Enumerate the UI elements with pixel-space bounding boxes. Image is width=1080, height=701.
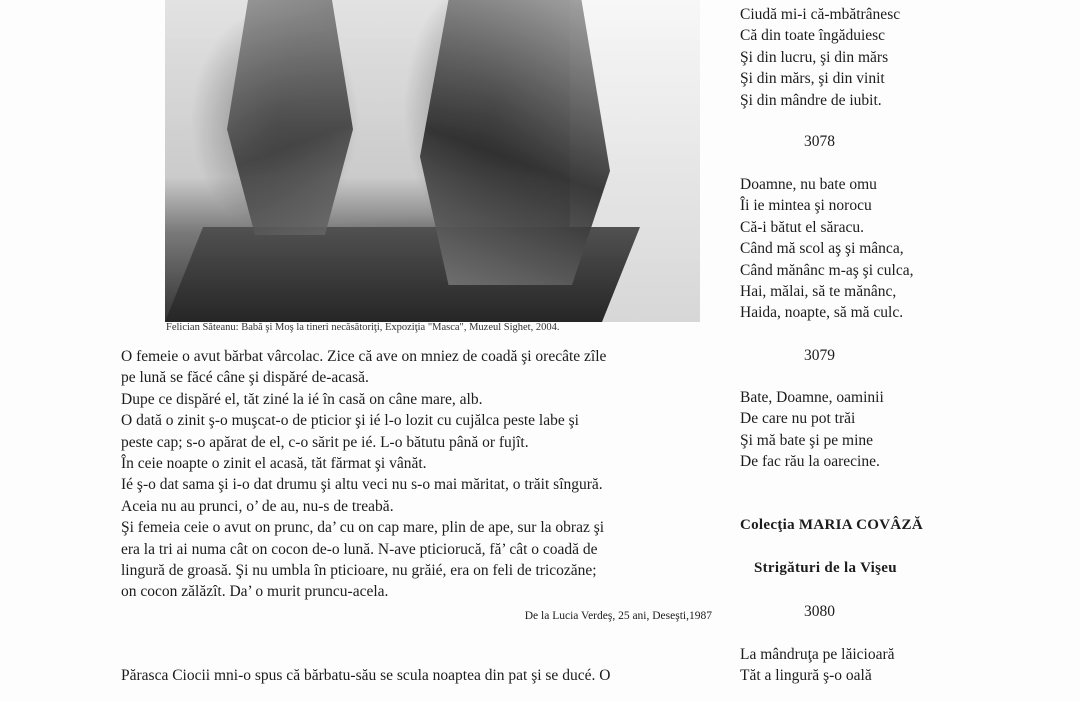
verse-line: De fac rău la oarecine. <box>740 453 880 471</box>
story-line: Aceia nu au prunci, o’ de au, nu-s de treabă. <box>121 497 394 515</box>
story-line: pe lună se făcé câne şi dispăré de-acasă. <box>121 369 369 387</box>
verse-number-3080: 3080 <box>804 603 835 620</box>
story-line: Şi femeia ceie o avut on prunc, da’ cu on cap mare, plin de ape, sur la obraz şi <box>121 519 605 537</box>
verse-line: La mândruţa pe lăicioară <box>740 646 895 663</box>
story-text <box>121 346 721 603</box>
verse-line: Haida, noapte, să mă culc. <box>740 304 904 322</box>
story-line: peste cap; s-o apărat de el, c-o sărit pe ié. L-o bătutu până or fujît. <box>121 433 529 451</box>
verse-3078 <box>740 174 913 324</box>
verse-line: De care nu pot trăi <box>740 410 856 428</box>
verse-line: Că-i bătut el săracu. <box>740 218 864 236</box>
photo-caption: Felician Săteanu: Babă şi Moş la tineri necăsătoriţi, Expoziţia "Masca", Muzeul Sighet, 2004. <box>166 322 560 333</box>
collection-heading: Colecţia MARIA COVÂZĂ <box>740 517 923 533</box>
verse-line: Şi din mărs, şi din vinit <box>740 70 885 88</box>
story-line: Ié ş-o dat sama şi i-o dat drumu şi altu veci nu s-o mai măritat, o trăit sîngură. <box>121 476 603 494</box>
verse-number-3078: 3078 <box>804 133 835 150</box>
verse-line: Şi mă bate şi pe mine <box>740 431 874 449</box>
verse-line: Când mă scol aş şi mânca, <box>740 240 904 258</box>
verse-3080 <box>740 644 895 687</box>
story-line: O femeie o avut bărbat vârcolac. Zice că ave on mniez de coadă şi orecâte zîle <box>121 348 607 365</box>
story2-text <box>121 649 721 701</box>
story-line: on cocon zălăzît. Da’ o murit pruncu-acela. <box>121 583 389 601</box>
verse-number-3079: 3079 <box>804 347 835 364</box>
verse-line: Doamne, nu bate omu <box>740 176 877 193</box>
story-source: De la Lucia Verdeş, 25 ani, Deseşti,1987 <box>524 610 712 622</box>
story-line: Dupe ce dispăré el, tăt ziné la ié în casă on câne mare, alb. <box>121 390 483 408</box>
story-line: lingură de groasă. Şi nu umbla în pticioare, nu grăié, era on feli de tricozăne; <box>121 562 597 580</box>
exhibition-photo <box>165 0 700 322</box>
story2-line: Părasca Ciocii mni-o spus că bărbatu-său se scula noaptea din pat şi se ducé. O <box>121 666 611 684</box>
photo-figure-old-woman <box>220 0 360 235</box>
verse-3079 <box>740 387 884 473</box>
verse-line: Că din toate îngăduiesc <box>740 27 886 45</box>
story-line: era la tri ai numa cât on cocon de-o lună. N-ave pticiorucă, fă’ cât o coadă de <box>121 540 598 558</box>
story-line: În ceie noapte o zinit el acasă, tăt fărmat şi vânăt. <box>121 455 427 473</box>
verse-top <box>740 4 900 111</box>
verse-line: Şi din mândre de iubit. <box>740 91 882 109</box>
verse-line: Hai, mălai, să te mănânc, <box>740 283 897 301</box>
verse-line: Când mănânc m-aş şi culca, <box>740 261 914 279</box>
photo-figure-old-man <box>420 0 610 285</box>
verse-line: Îi ie mintea şi norocu <box>740 197 872 215</box>
verse-line: Tăt a lingură ş-o oală <box>740 667 872 685</box>
section-subheading: Strigături de la Vişeu <box>754 560 897 576</box>
verse-line: Ciudă mi-i că-mbătrânesc <box>740 6 901 23</box>
verse-line: Şi din lucru, şi din mărs <box>740 48 889 66</box>
story-line: O dată o zinit ş-o muşcat-o de pticior şi ié l-o lozit cu cujălca peste labe şi <box>121 412 579 430</box>
verse-line: Bate, Doamne, oaminii <box>740 389 884 406</box>
